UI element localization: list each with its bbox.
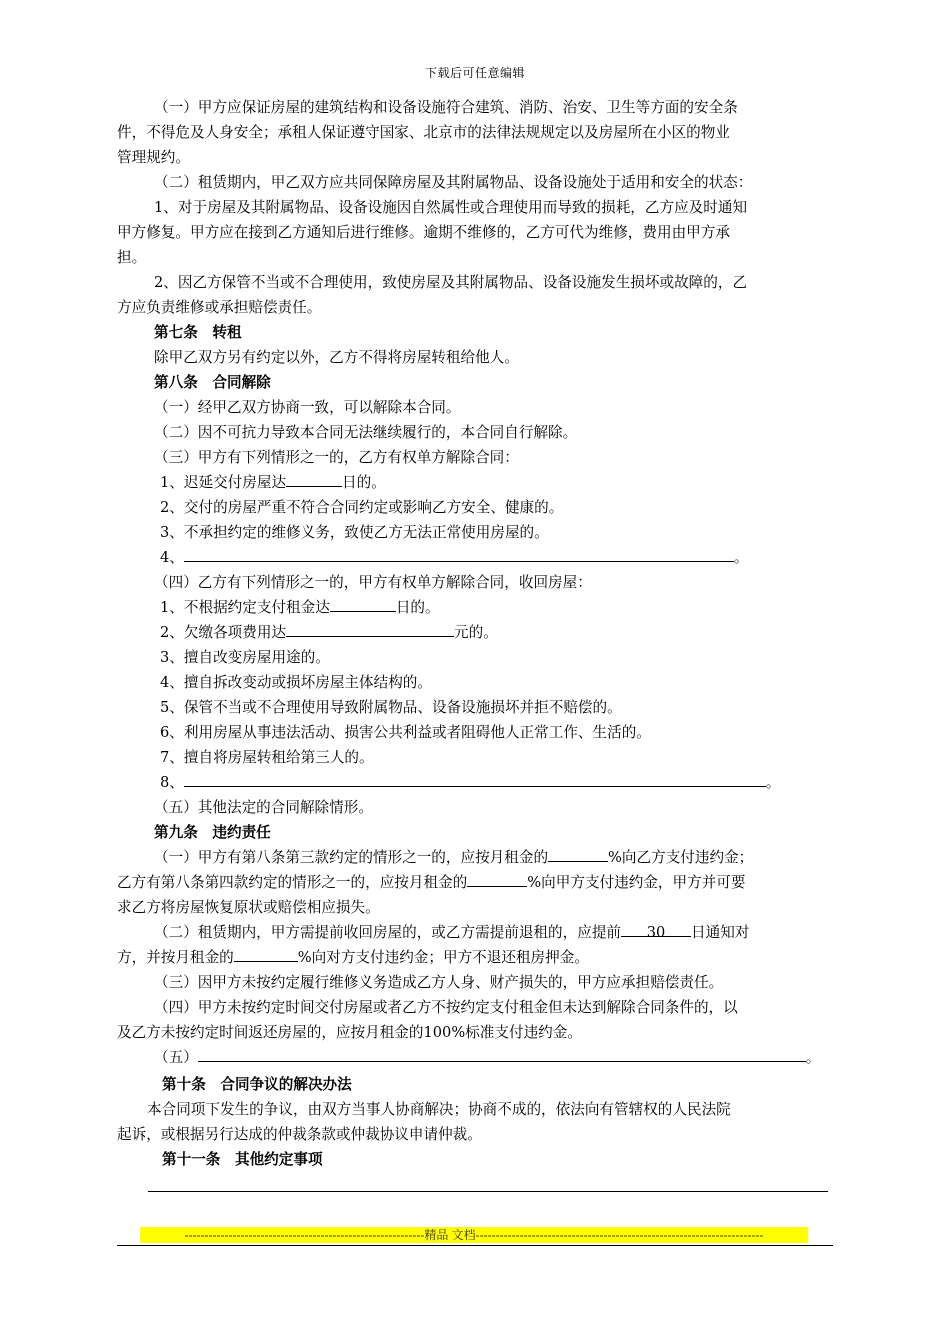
article-8-4-item-2: 2、欠缴各项费用达 元的。 bbox=[160, 620, 876, 646]
article-8-clause-1: （一）经甲乙双方协商一致，可以解除本合同。 bbox=[154, 399, 461, 416]
article-8-4-item-7: 7、擅自将房屋转租给第三人的。 bbox=[160, 749, 374, 766]
article-10-line-1: 本合同项下发生的争议，由双方当事人协商解决；协商不成的，依法向有管辖权的人民法院 bbox=[147, 1101, 731, 1118]
para-3-line-1: 1、对于房屋及其附属物品、设备设施因自然属性或合理使用而导致的损耗，乙方应及时通知 bbox=[154, 199, 748, 216]
article-8-4-item-6: 6、利用房屋从事违法活动、损害公共利益或者阻碍他人正常工作、生活的。 bbox=[160, 724, 651, 741]
article-9-2-line-1: （二）租赁期内，甲方需提前收回房屋的，或乙方需提前退租的，应提前 30 日通知对 bbox=[154, 920, 870, 946]
article-7-text: 除甲乙双方另有约定以外，乙方不得将房屋转租给他人。 bbox=[154, 349, 519, 366]
para-1-line-1: （一）甲方应保证房屋的建筑结构和设备设施符合建筑、消防、治安、卫生等方面的安全条 bbox=[154, 99, 738, 116]
article-10-line-2: 起诉，或根据另行达成的仲裁条款或仲裁协议申请仲裁。 bbox=[117, 1126, 482, 1143]
para-2: （二）租赁期内，甲乙双方应共同保障房屋及其附属物品、设备设施处于适用和安全的状态： bbox=[154, 174, 753, 191]
article-8-4-item-1: 1、不根据约定支付租金达 日的。 bbox=[160, 595, 876, 621]
article-8-clause-4: （四）乙方有下列情形之一的，甲方有权单方解除合同，收回房屋： bbox=[154, 574, 592, 591]
article-9-4-line-1: （四）甲方未按约定时间交付房屋或者乙方不按约定支付租金但未达到解除合同条件的，以 bbox=[154, 999, 738, 1016]
article-9-heading: 第九条 违约责任 bbox=[154, 824, 271, 841]
article-10-heading: 第十条 合同争议的解决办法 bbox=[162, 1076, 352, 1093]
article-8-4-item-4: 4、擅自拆改变动或损坏房屋主体结构的。 bbox=[160, 674, 432, 691]
article-9-1-line-3: 求乙方将房屋恢复原状或赔偿相应损失。 bbox=[117, 899, 380, 916]
blank-field bbox=[286, 620, 454, 637]
blank-field bbox=[184, 770, 766, 787]
article-9-clause-3: （三）因甲方未按约定履行维修义务造成乙方人身、财产损失的，甲方应承担赔偿责任。 bbox=[154, 974, 724, 991]
article-9-2-line-2: 方，并按月租金的 %向对方支付违约金；甲方不退还租房押金。 bbox=[117, 945, 833, 971]
para-1-line-2: 件，不得危及人身安全；承租人保证遵守国家、北京市的法律法规规定以及房屋所在小区的物业 bbox=[117, 124, 730, 141]
para-3-line-3: 担。 bbox=[117, 249, 147, 266]
article-9-1-line-1: （一）甲方有第八条第三款约定的情形之一的，应按月租金的 %向乙方支付违约金； bbox=[154, 845, 870, 871]
article-9-clause-5: （五） 。 bbox=[154, 1045, 870, 1071]
article-9-4-line-2: 及乙方未按约定时间返还房屋的，应按月租金的100%标准支付违约金。 bbox=[117, 1024, 582, 1041]
blank-field bbox=[330, 595, 396, 612]
blank-field bbox=[184, 545, 734, 562]
notice-days-field: 30 bbox=[621, 920, 691, 937]
para-4-line-1: 2、因乙方保管不当或不合理使用，致使房屋及其附属物品、设备设施发生损坏或故障的，乙 bbox=[154, 274, 748, 291]
footer-divider bbox=[117, 1245, 833, 1246]
article-8-3-item-4: 4、 。 bbox=[160, 545, 876, 571]
article-8-4-item-8: 8、 。 bbox=[160, 770, 876, 796]
para-3-line-2: 甲方修复。甲方应在接到乙方通知后进行维修。逾期不维修的，乙方可代为维修，费用由甲方承 bbox=[117, 224, 730, 241]
para-4-line-2: 方应负责维修或承担赔偿责任。 bbox=[117, 299, 322, 316]
article-8-4-item-3: 3、擅自改变房屋用途的。 bbox=[160, 649, 330, 666]
article-8-clause-3: （三）甲方有下列情形之一的，乙方有权单方解除合同： bbox=[154, 449, 519, 466]
blank-line bbox=[148, 1191, 828, 1192]
blank-field bbox=[198, 1045, 806, 1062]
page-header: 下载后可任意编辑 bbox=[424, 66, 525, 80]
article-8-clause-5: （五）其他法定的合同解除情形。 bbox=[154, 799, 373, 816]
blank-field bbox=[234, 945, 298, 962]
para-1-line-3: 管理规约。 bbox=[117, 149, 190, 166]
article-7-heading: 第七条 转租 bbox=[154, 324, 242, 341]
blank-field bbox=[286, 470, 342, 487]
article-8-4-item-5: 5、保管不当或不合理使用导致附属物品、设备设施损坏并拒不赔偿的。 bbox=[160, 699, 622, 716]
article-8-heading: 第八条 合同解除 bbox=[154, 374, 271, 391]
blank-field bbox=[467, 870, 527, 887]
article-8-clause-2: （二）因不可抗力导致本合同无法继续履行的，本合同自行解除。 bbox=[154, 424, 578, 441]
article-8-3-item-2: 2、交付的房屋严重不符合合同约定或影响乙方安全、健康的。 bbox=[160, 499, 564, 516]
footer-banner: ------------------------------------------------------------精品 文档------------------------------------------------------------------------ bbox=[140, 1227, 808, 1243]
article-8-3-item-1: 1、迟延交付房屋达 日的。 bbox=[160, 470, 876, 496]
article-11-heading: 第十一条 其他约定事项 bbox=[162, 1151, 323, 1168]
blank-field bbox=[548, 845, 608, 862]
article-8-3-item-3: 3、不承担约定的维修义务，致使乙方无法正常使用房屋的。 bbox=[160, 524, 549, 541]
article-9-1-line-2: 乙方有第八条第四款约定的情形之一的，应按月租金的 %向甲方支付违约金，甲方并可要 bbox=[117, 870, 833, 896]
